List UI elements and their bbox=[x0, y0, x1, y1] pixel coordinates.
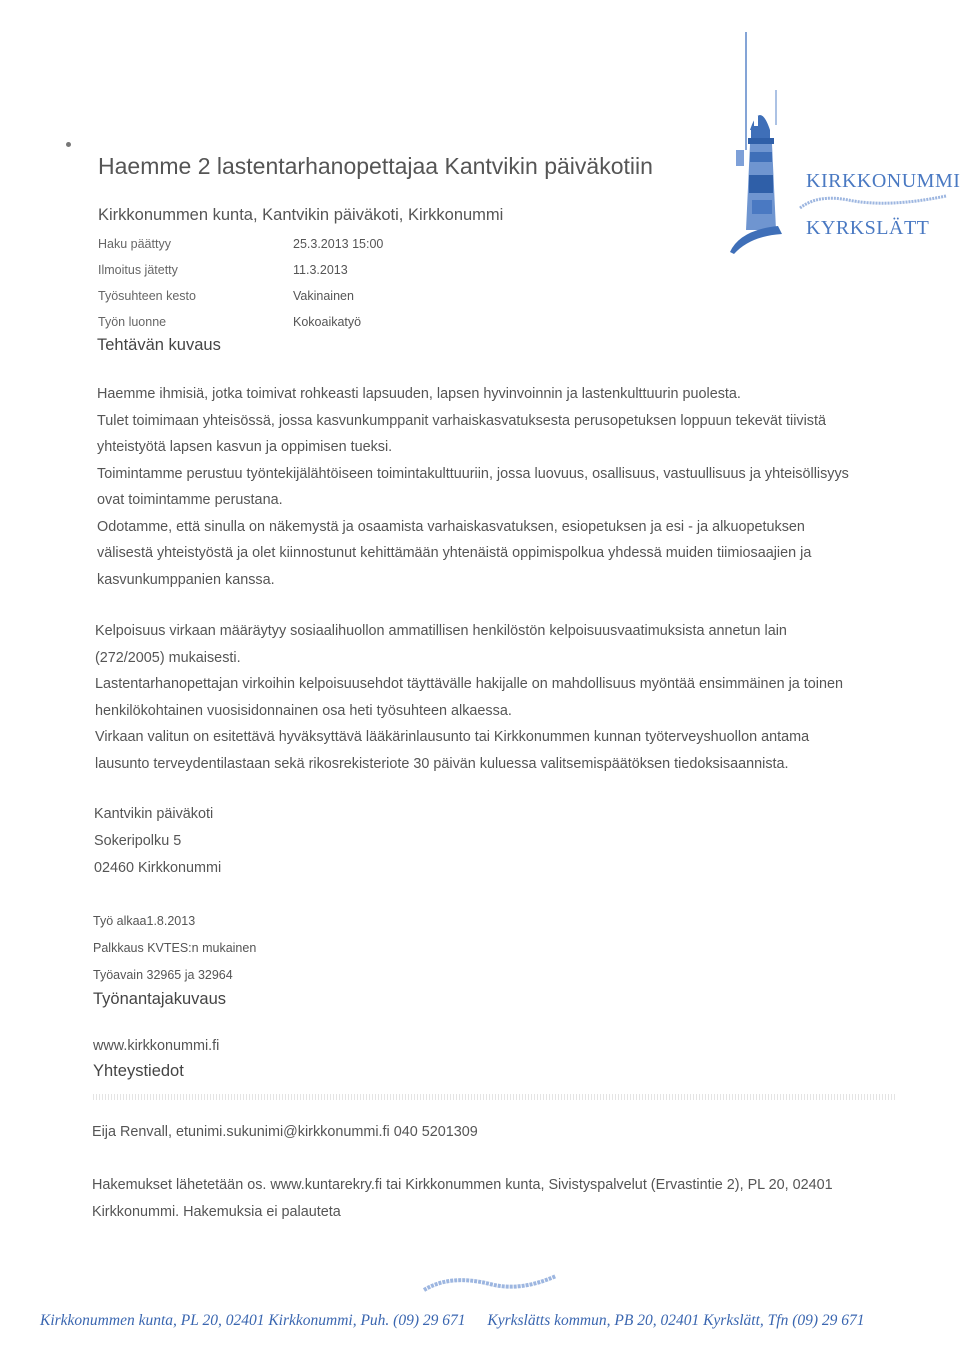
contact-info: Eija Renvall, etunimi.sukunimi@kirkkonummi.fi 040 5201309 bbox=[92, 1124, 478, 1140]
description-line: Haemme ihmisiä, jotka toimivat rohkeasti lapsuuden, lapsen hyvinvoinnin ja lastenkulttuurin puolesta. bbox=[97, 386, 741, 402]
description-line: Toimintamme perustuu työntekijälähtöiseen toimintakulttuuriin, jossa luovuus, osallisuus, vastuullisuus ja yhteisöllisyys bbox=[97, 465, 849, 482]
qualification-line: Kelpoisuus virkaan määräytyy sosiaalihuollon ammatillisen henkilöstön kelpoisuusvaatimuksista annetun lain bbox=[95, 623, 787, 639]
description-line: kasvunkumppanien kanssa. bbox=[97, 571, 275, 588]
qualification-line: Lastentarhanopettajan virkoihin kelpoisuusehdot täyttävälle hakijalle on mahdollisuus myöntää ensimmäinen ja toinen bbox=[95, 676, 843, 692]
qualification-line: lausunto terveydentilastaan sekä rikosrekisteriote 30 päivän kuluessa valitsemispäätöksen tiedoksisaannista. bbox=[95, 755, 789, 772]
meta-value-duration: Vakinainen bbox=[293, 289, 354, 303]
meta-label-deadline: Haku päättyy bbox=[98, 237, 171, 251]
description-line: yhteistyötä lapsen kasvun ja oppimisen tueksi. bbox=[97, 439, 393, 455]
description-text bbox=[97, 381, 849, 593]
description-line: välisestä yhteistyöstä ja olet kiinnostunut kehittämään yhtenäistä oppimispolkua yhdessä muiden tiimiosaajien ja bbox=[97, 545, 812, 561]
meta-label-posted: Ilmoitus jätetty bbox=[98, 263, 178, 277]
application-line: Kirkkonummi. Hakemuksia ei palauteta bbox=[92, 1204, 341, 1220]
meta-value-posted: 11.3.2013 bbox=[293, 263, 348, 277]
footer-wave-decoration bbox=[420, 1272, 560, 1296]
application-line: Hakemukset lähetetään os. www.kuntarekry.fi tai Kirkkonummen kunta, Sivistyspalvelut (Ervastintie 2), PL 20, 02401 bbox=[92, 1177, 833, 1193]
divider bbox=[93, 1094, 897, 1100]
qualification-line: henkilökohtainen vuosisidonnainen osa heti työsuhteen alkaessa. bbox=[95, 702, 512, 719]
website-link[interactable]: www.kirkkonummi.fi bbox=[93, 1038, 220, 1054]
description-heading: Tehtävän kuvaus bbox=[97, 336, 221, 354]
description-line: ovat toimintamme perustana. bbox=[97, 492, 283, 508]
meta-label-duration: Työsuhteen kesto bbox=[98, 289, 196, 303]
application-text bbox=[92, 1172, 833, 1226]
start-date: Työ alkaa1.8.2013 bbox=[93, 914, 196, 928]
kirkkonummi-logo bbox=[720, 30, 960, 260]
job-keys: Työavain 32965 ja 32964 bbox=[93, 968, 233, 982]
wave-decoration bbox=[798, 190, 948, 214]
contact-heading: Yhteystiedot bbox=[93, 1062, 184, 1080]
employer-line: Kirkkonummen kunta, Kantvikin päiväkoti, Kirkkonummi bbox=[98, 206, 504, 224]
logo-name-fi: KIRKKONUMMI bbox=[806, 170, 960, 192]
lighthouse-icon bbox=[720, 30, 810, 260]
meta-value-type: Kokoaikatyö bbox=[293, 315, 362, 329]
qualification-text bbox=[95, 618, 843, 777]
meta-value-deadline: 25.3.2013 15:00 bbox=[293, 237, 384, 251]
qualification-line: Virkaan valitun on esitettävä hyväksyttävä lääkärinlausunto tai Kirkkonummen kunnan työterveyshuollon antama bbox=[95, 729, 810, 745]
employer-heading: Työnantajakuvaus bbox=[93, 990, 227, 1008]
address-line: Kantvikin päiväkoti bbox=[94, 806, 214, 822]
footer-fi: Kirkkonummen kunta, PL 20, 02401 Kirkkonummi, Puh. (09) 29 671 bbox=[40, 1312, 466, 1329]
address-line: 02460 Kirkkonummi bbox=[94, 860, 222, 876]
description-line: Tulet toimimaan yhteisössä, jossa kasvunkumppanit varhaiskasvatuksesta perusopetuksen loppuun tekevät tiivistä bbox=[97, 412, 826, 429]
qualification-line: (272/2005) mukaisesti. bbox=[95, 649, 241, 666]
address-line: Sokeripolku 5 bbox=[94, 833, 182, 849]
salary: Palkkaus KVTES:n mukainen bbox=[93, 941, 257, 955]
bullet-icon bbox=[66, 142, 71, 147]
footer-sv: Kyrkslätts kommun, PB 20, 02401 Kyrkslätt, Tfn (09) 29 671 bbox=[487, 1312, 865, 1329]
meta-label-type: Työn luonne bbox=[98, 315, 167, 329]
job-title: Haemme 2 lastentarhanopettajaa Kantvikin päiväkotiin bbox=[98, 153, 653, 179]
description-line: Odotamme, että sinulla on näkemystä ja osaamista varhaiskasvatuksen, esiopetuksen ja esi - ja alkuopetuksen bbox=[97, 518, 805, 535]
logo-name-sv: KYRKSLÄTT bbox=[806, 217, 930, 239]
footer-address bbox=[40, 1312, 865, 1330]
